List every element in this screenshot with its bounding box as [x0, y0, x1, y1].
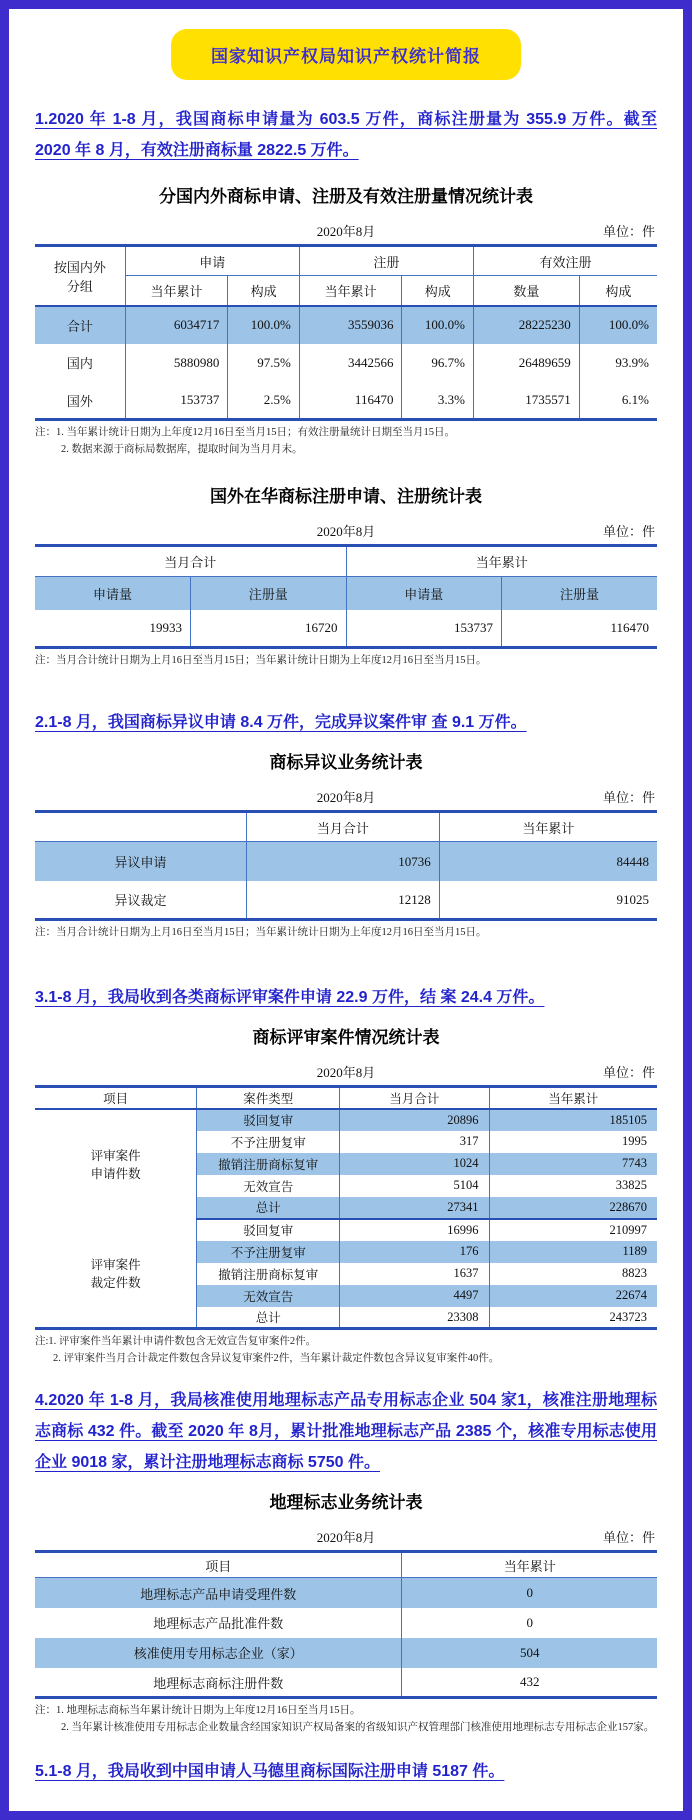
row-group-label-line: 评审案件	[90, 1258, 141, 1273]
note-line: 2. 当年累计核准使用专用标志企业数量含经国家知识产权局备案的省级知识产权管理部门核准使用地理标志专用标志企业157家。	[61, 1721, 655, 1733]
data-cell: 3.3%	[402, 382, 474, 420]
table-notes	[35, 425, 657, 458]
data-cell: 1189	[489, 1241, 657, 1263]
period-label: 2020年8月	[316, 1064, 376, 1080]
col-header: 构成	[228, 276, 300, 306]
data-cell: 228670	[489, 1197, 657, 1219]
table-notes	[35, 1703, 657, 1736]
col-header: 项目	[35, 1552, 402, 1578]
note-line: 注：当月合计统计日期为上月16日至当月15日；当年累计统计日期为上年度12月16日至当月15日。	[35, 654, 487, 666]
data-cell: 1995	[489, 1131, 657, 1153]
data-cell: 1024	[340, 1153, 489, 1175]
table-row	[35, 610, 657, 647]
row-label: 总计	[197, 1197, 340, 1219]
review-cases-table	[35, 1085, 657, 1331]
table-row	[35, 1578, 657, 1608]
data-cell: 93.9%	[579, 344, 657, 382]
row-group-label-line: 评审案件	[90, 1149, 141, 1164]
col-header-line: 分组	[66, 279, 93, 295]
col-header: 构成	[579, 276, 657, 306]
period-label: 2020年8月	[316, 1530, 376, 1546]
col-header: 当月合计	[340, 1086, 489, 1109]
data-cell: 6.1%	[579, 382, 657, 420]
table-meta	[35, 1062, 657, 1083]
data-cell: 153737	[346, 610, 502, 647]
row-label: 合计	[66, 318, 93, 334]
note-line: 注：1. 当年累计统计日期为上年度12月16日至当月15日；有效注册量统计日期至当月15日。	[35, 427, 455, 439]
col-header-line: 按国内外	[53, 260, 106, 276]
col-header: 申请量	[346, 576, 502, 610]
section-3-heading[interactable]: 3.1-8 月，我局收到各类商标评审案件申请 22.9 万件，结 案 24.4 万件。	[35, 988, 545, 1006]
data-cell: 185105	[489, 1109, 657, 1131]
row-label: 不予注册复审	[197, 1241, 340, 1263]
data-cell: 91025	[439, 881, 657, 920]
data-cell: 3442566	[299, 344, 402, 382]
table-notes	[35, 1334, 657, 1367]
data-cell: 22674	[489, 1285, 657, 1307]
row-label: 总计	[197, 1307, 340, 1329]
data-cell: 6034717	[125, 306, 228, 344]
table-meta	[35, 1527, 657, 1548]
data-cell: 0	[402, 1608, 657, 1638]
col-header	[35, 812, 246, 842]
data-cell: 0	[402, 1578, 657, 1608]
table-row	[35, 1608, 657, 1638]
unit-label: 单位：件	[602, 1064, 655, 1080]
table-meta	[35, 221, 657, 242]
row-label: 地理标志产品申请受理件数	[140, 1586, 297, 1602]
section-1-heading[interactable]: 1.2020 年 1-8 月，我国商标申请量为 603.5 万件，商标注册量为 355.9 万件。截至 2020 年 8 月，有效注册商标量 2822.5 万件。	[35, 111, 657, 160]
unit-label: 单位：件	[602, 523, 655, 539]
col-header: 数量	[473, 276, 579, 306]
table-row	[35, 1552, 657, 1578]
section-5-heading[interactable]: 5.1-8 月，我局收到中国申请人马德里商标国际注册申请 5187 件。	[35, 1762, 505, 1780]
foreign-in-china-table	[35, 544, 657, 649]
row-label: 驳回复审	[197, 1109, 340, 1131]
data-cell: 504	[402, 1638, 657, 1668]
row-label: 国内	[66, 356, 93, 372]
data-cell: 153737	[125, 382, 228, 420]
col-header: 当月合计	[246, 812, 439, 842]
table-title: 分国内外商标申请、注册及有效注册量情况统计表	[159, 187, 533, 207]
data-cell: 26489659	[473, 344, 579, 382]
row-group-label-line: 申请件数	[90, 1167, 141, 1182]
data-cell: 33825	[489, 1175, 657, 1197]
gi-stats-block	[35, 1488, 657, 1736]
row-group-label	[35, 1109, 197, 1219]
data-cell: 1735571	[473, 382, 579, 420]
col-header: 构成	[402, 276, 474, 306]
data-cell: 5104	[340, 1175, 489, 1197]
col-header: 当年累计	[439, 812, 657, 842]
data-cell: 100.0%	[402, 306, 474, 344]
row-group-label	[35, 1219, 197, 1329]
table-title: 商标异议业务统计表	[269, 753, 423, 773]
bulletin-title-badge: 国家知识产权局知识产权统计简报	[171, 29, 521, 80]
col-header	[35, 246, 125, 306]
section-4-heading[interactable]: 4.2020 年 1-8 月，我局核准使用地理标志产品专用标志企业 504 家1，核准注册地理标志商标 432 件。截至 2020 年 8月，累计批准地理标志产品 2385 个，核准专用标志使用企业 9018 家，累计注册地理标志商标 5750 件。	[35, 1391, 657, 1472]
opposition-stats-block	[35, 748, 657, 941]
table-row	[35, 812, 657, 842]
period-label: 2020年8月	[316, 790, 376, 806]
data-cell: 243723	[489, 1307, 657, 1329]
domestic-foreign-table	[35, 244, 657, 421]
data-cell: 97.5%	[228, 344, 300, 382]
data-cell: 100.0%	[579, 306, 657, 344]
period-label: 2020年8月	[316, 523, 376, 539]
col-group-header: 当年累计	[346, 545, 657, 576]
table-title: 商标评审案件情况统计表	[252, 1027, 440, 1047]
col-header: 当年累计	[489, 1086, 657, 1109]
data-cell: 84448	[439, 842, 657, 881]
data-cell: 116470	[299, 382, 402, 420]
col-group-header: 有效注册	[473, 246, 657, 276]
row-label: 无效宣告	[197, 1285, 340, 1307]
row-label: 不予注册复审	[197, 1131, 340, 1153]
data-cell: 28225230	[473, 306, 579, 344]
col-header: 注册量	[191, 576, 347, 610]
table-row	[35, 576, 657, 610]
data-cell: 4497	[340, 1285, 489, 1307]
table-title: 国外在华商标注册申请、注册统计表	[210, 486, 482, 506]
table-row	[35, 1668, 657, 1698]
table-row	[35, 1086, 657, 1109]
data-cell: 100.0%	[228, 306, 300, 344]
table-notes	[35, 925, 657, 941]
table-row	[35, 881, 657, 920]
data-cell: 5880980	[125, 344, 228, 382]
data-cell: 2.5%	[228, 382, 300, 420]
col-header: 当年累计	[125, 276, 228, 306]
note-line: 2. 数据来源于商标局数据库，提取时间为当月月末。	[61, 443, 303, 455]
data-cell: 7743	[489, 1153, 657, 1175]
col-header: 申请量	[92, 587, 132, 603]
row-label: 异议裁定	[114, 893, 167, 909]
period-label: 2020年8月	[316, 224, 376, 240]
table-row	[35, 246, 657, 276]
data-cell: 432	[402, 1668, 657, 1698]
data-cell: 16720	[191, 610, 347, 647]
row-label: 驳回复审	[197, 1219, 340, 1241]
unit-label: 单位：件	[602, 224, 655, 240]
col-group-header: 当月合计	[35, 545, 346, 576]
row-label: 撤销注册商标复审	[197, 1153, 340, 1175]
note-line: 2. 评审案件当月合计裁定件数包含异议复审案件2件，当年累计裁定件数包含异议复审案件40件。	[53, 1352, 500, 1364]
row-label: 地理标志产品批准件数	[153, 1616, 284, 1632]
foreign-in-china-stats-block	[35, 482, 657, 669]
table-notes	[35, 653, 657, 669]
data-cell: 20896	[340, 1109, 489, 1131]
data-cell: 23308	[340, 1307, 489, 1329]
data-cell: 10736	[246, 842, 439, 881]
row-label: 撤销注册商标复审	[197, 1263, 340, 1285]
table-row	[35, 344, 657, 382]
data-cell: 27341	[340, 1197, 489, 1219]
domestic-foreign-stats-block	[35, 182, 657, 458]
data-cell: 116470	[502, 610, 658, 647]
col-group-header: 申请	[125, 246, 299, 276]
col-header: 当年累计	[402, 1552, 657, 1578]
data-cell: 210997	[489, 1219, 657, 1241]
opposition-table	[35, 810, 657, 921]
table-row	[35, 545, 657, 576]
table-row	[35, 276, 657, 306]
data-cell: 96.7%	[402, 344, 474, 382]
table-title: 地理标志业务统计表	[269, 1493, 423, 1513]
section-2-heading[interactable]: 2.1-8 月，我国商标异议申请 8.4 万件，完成异议案件审 查 9.1 万件。	[35, 714, 527, 732]
table-row	[35, 382, 657, 420]
gi-table	[35, 1550, 657, 1699]
row-label: 异议申请	[114, 855, 167, 871]
row-label: 无效宣告	[197, 1175, 340, 1197]
table-row-total	[35, 306, 657, 344]
unit-label: 单位：件	[602, 790, 655, 806]
col-group-header: 注册	[299, 246, 473, 276]
note-line: 注:1. 评审案件当年累计申请件数包含无效宣告复审案件2件。	[35, 1336, 317, 1348]
data-cell: 19933	[149, 620, 182, 636]
row-label: 核准使用专用标志企业（家）	[133, 1646, 303, 1662]
badge-wrap	[35, 29, 657, 80]
col-header: 当年累计	[299, 276, 402, 306]
row-label: 国外	[66, 393, 93, 409]
data-cell: 8823	[489, 1263, 657, 1285]
note-line: 注：当月合计统计日期为上月16日至当月15日；当年累计统计日期为上年度12月16日至当月15日。	[35, 927, 487, 939]
data-cell: 1637	[340, 1263, 489, 1285]
table-meta	[35, 787, 657, 808]
data-cell: 317	[340, 1131, 489, 1153]
row-group-label-line: 裁定件数	[90, 1276, 141, 1291]
col-header: 注册量	[502, 576, 658, 610]
data-cell: 176	[340, 1241, 489, 1263]
data-cell: 3559036	[299, 306, 402, 344]
data-cell: 16996	[340, 1219, 489, 1241]
review-cases-stats-block	[35, 1023, 657, 1367]
table-meta	[35, 521, 657, 542]
col-header: 案件类型	[197, 1086, 340, 1109]
table-row	[35, 1219, 657, 1241]
table-row	[35, 1638, 657, 1668]
unit-label: 单位：件	[602, 1530, 655, 1546]
col-header: 项目	[35, 1086, 197, 1109]
note-line: 注：1. 地理标志商标当年累计统计日期为上年度12月16日至当月15日。	[35, 1705, 361, 1717]
row-label: 地理标志商标注册件数	[153, 1675, 284, 1691]
table-row	[35, 842, 657, 881]
data-cell: 12128	[246, 881, 439, 920]
table-row	[35, 1109, 657, 1131]
